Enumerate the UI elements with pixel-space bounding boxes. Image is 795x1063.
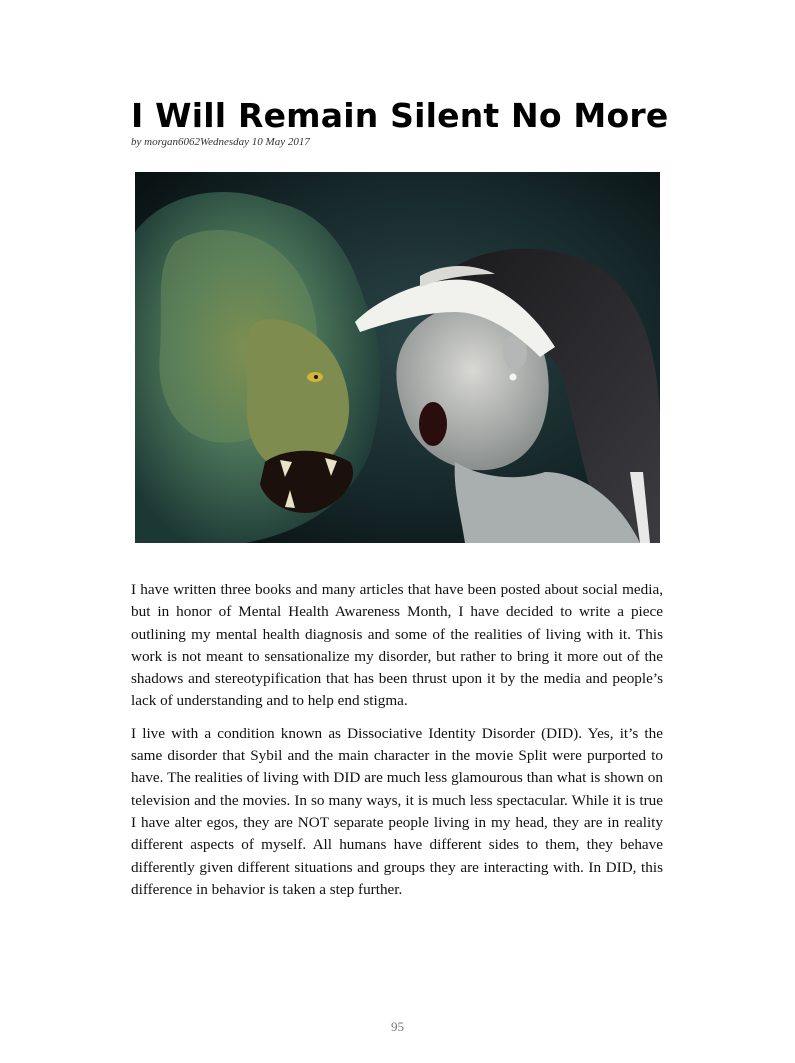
article-title: I Will Remain Silent No More	[131, 96, 669, 135]
article-paragraph-1: I have written three books and many articles that have been posted about social media, but in honor of Mental Health Awareness Month, I have decided to write a piece outlining my mental health diagnosis and some of the realities of living with it. This work is not meant to sensationalize my disorder, but rather to bring it more out of the shadows and stereotypification that has been thrust upon it by the media and people’s lack of understanding and to help end stigma.	[131, 581, 663, 710]
article-body	[131, 579, 663, 911]
page-number: 95	[391, 1019, 404, 1034]
article-paragraph-2: I live with a condition known as Dissociative Identity Disorder (DID). Yes, it’s the same disorder that Sybil and the main character in the movie Split were purported to have. The realities of living with DID are much less glamourous than what is shown on television and the movies. In so many ways, it is much less spectacular. While it is true I have alter egos, they are NOT separate people living in my head, they are in reality different aspects of myself. All humans have different sides to them, they behave differently given different situations and groups they are interacting with. In DID, this difference in behavior is taken a step further.	[131, 724, 663, 898]
article-hero-image	[135, 172, 660, 543]
article-byline: by morgan6062Wednesday 10 May 2017	[131, 136, 310, 148]
lion-and-woman-illustration	[135, 172, 660, 543]
